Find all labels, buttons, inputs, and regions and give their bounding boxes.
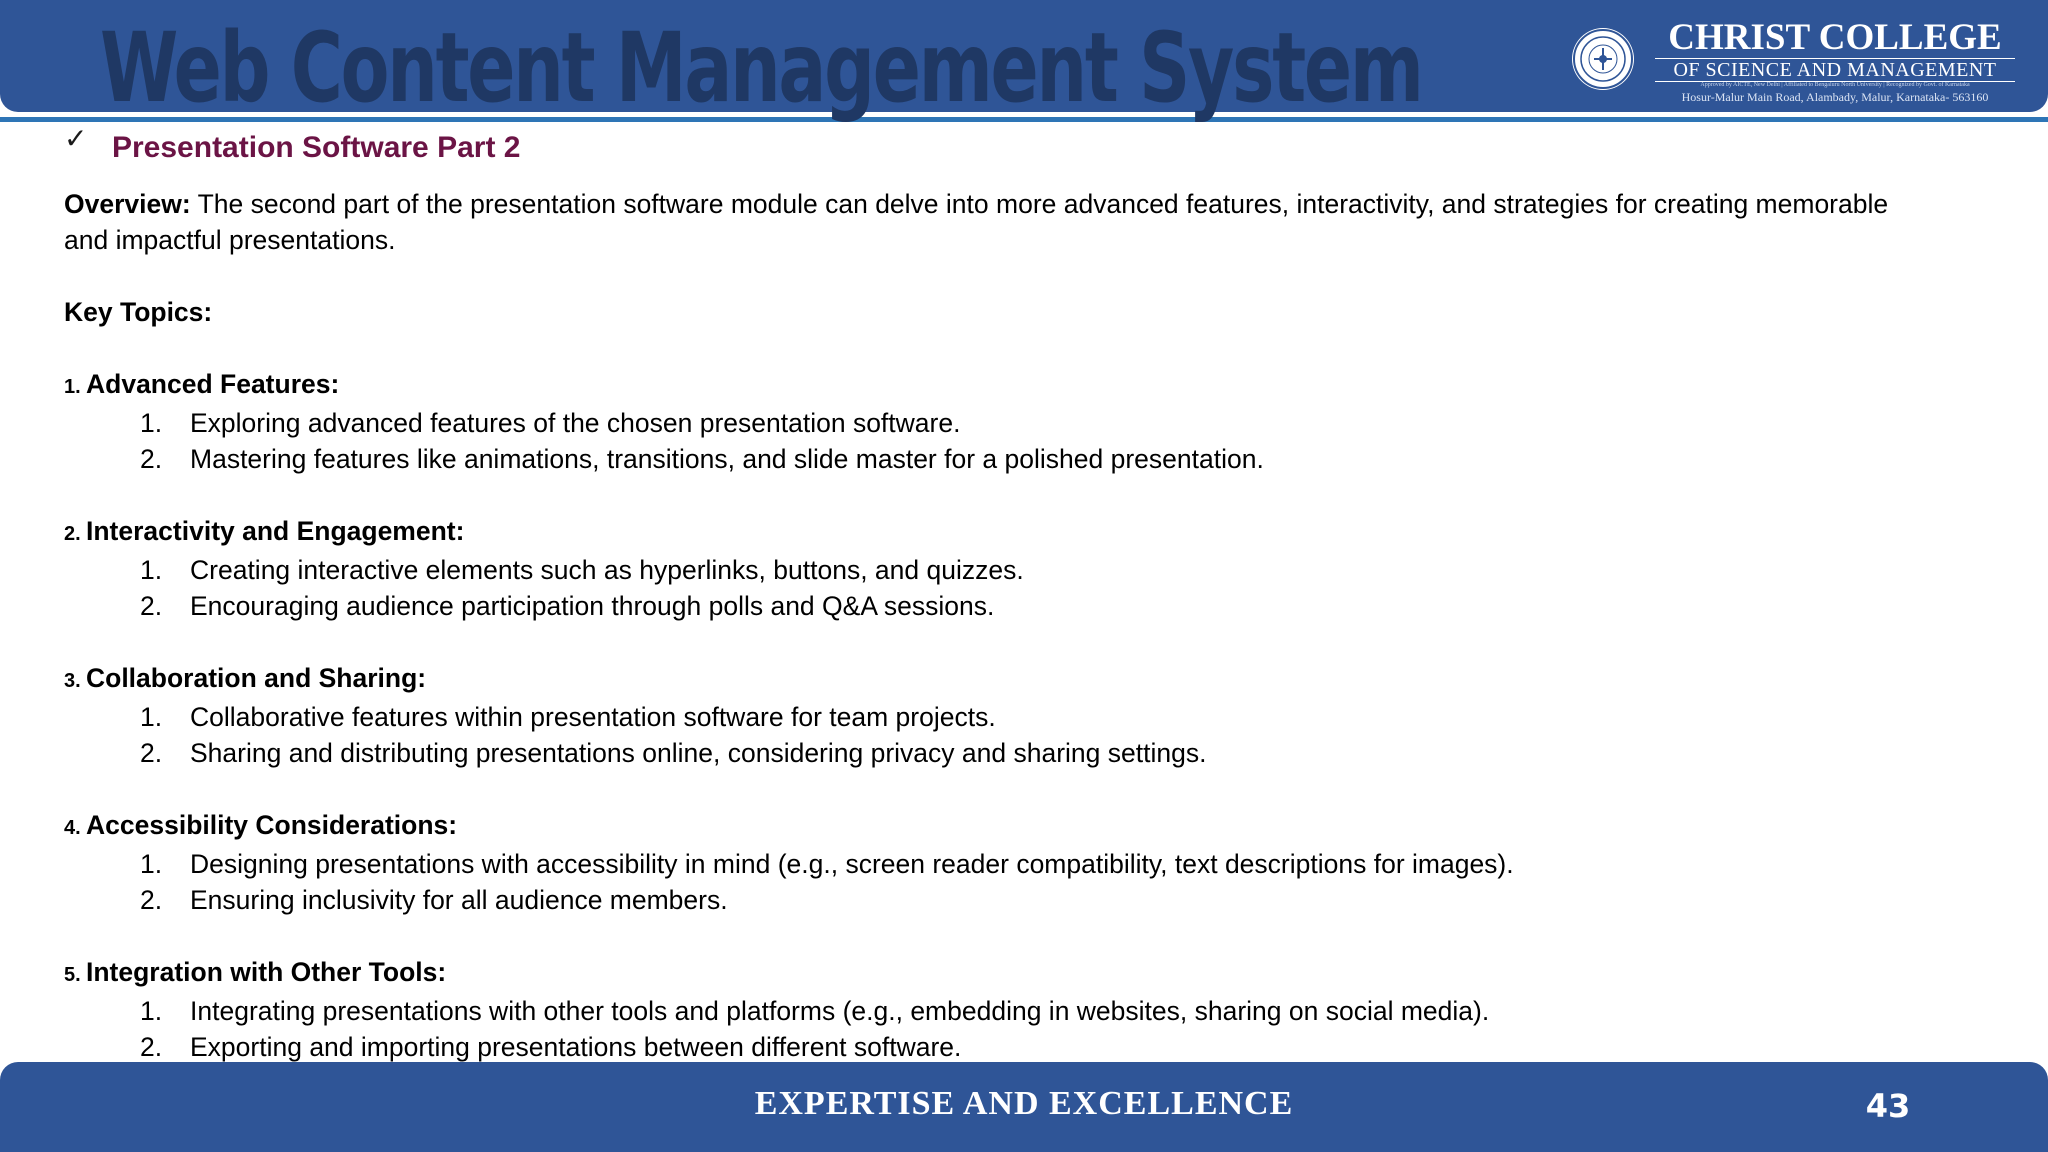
subtopic-number: 1.	[140, 702, 163, 732]
topic-item	[64, 366, 1894, 477]
checkmark-icon: ✓	[64, 122, 88, 155]
topic-number: 4.	[64, 817, 81, 839]
college-name: CHRIST COLLEGE	[1668, 17, 2002, 58]
topic-heading	[64, 807, 1894, 846]
topic-number: 5.	[64, 964, 81, 986]
topic-heading	[64, 366, 1894, 405]
subtopic-item	[64, 441, 1894, 477]
subtopic-number: 1.	[140, 408, 163, 438]
subtopic-text: Mastering features like animations, transitions, and slide master for a polished presentation.	[190, 444, 1264, 474]
section-title: Presentation Software Part 2	[112, 131, 521, 164]
subtopic-item	[64, 405, 1894, 441]
subtopic-number: 2.	[140, 738, 163, 768]
footer-bar	[0, 1062, 2048, 1152]
subtopic-text: Exporting and importing presentations between different software.	[190, 1032, 962, 1062]
subtopic-item	[64, 882, 1894, 918]
subtopic-text: Integrating presentations with other tools and platforms (e.g., embedding in websites, sharing on social media).	[190, 996, 1490, 1026]
college-address: Hosur-Malur Main Road, Alambady, Malur, Karnataka- 563160	[1681, 90, 1989, 104]
subtopic-text: Designing presentations with accessibility in mind (e.g., screen reader compatibility, text descriptions for images).	[190, 849, 1514, 879]
topic-title: Accessibility Considerations:	[86, 810, 458, 840]
topic-item	[64, 660, 1894, 771]
subtopic-text: Sharing and distributing presentations online, considering privacy and sharing settings.	[190, 738, 1207, 768]
college-subtitle: OF SCIENCE AND MANAGEMENT	[1655, 58, 2015, 82]
topic-item	[64, 954, 1894, 1065]
subtopic-item	[64, 588, 1894, 624]
topic-title: Advanced Features:	[86, 369, 340, 399]
key-topics-heading: Key Topics:	[64, 297, 213, 327]
subtopic-item	[64, 552, 1894, 588]
subtopic-item	[64, 699, 1894, 735]
college-approval-line: Approved by AICTE, New Delhi | Affiliated to Bengaluru North University | Recognized by Govt. of Karnataka	[1700, 82, 1970, 88]
subtopic-number: 1.	[140, 849, 163, 879]
topic-heading	[64, 513, 1894, 552]
subtopic-text: Creating interactive elements such as hyperlinks, buttons, and quizzes.	[190, 555, 1024, 585]
topic-heading	[64, 660, 1894, 699]
topic-number: 2.	[64, 523, 81, 545]
overview-label: Overview:	[64, 189, 191, 219]
topic-heading	[64, 954, 1894, 993]
topic-title: Interactivity and Engagement:	[86, 516, 465, 546]
subtopic-text: Encouraging audience participation through polls and Q&A sessions.	[190, 591, 995, 621]
topic-title: Integration with Other Tools:	[86, 957, 447, 987]
topic-number: 1.	[64, 376, 81, 398]
slide-content	[64, 186, 1894, 1065]
overview-paragraph	[64, 186, 1894, 258]
overview-text: The second part of the presentation software module can delve into more advanced features, interactivity, and strategies for creating memorable and impactful presentations.	[64, 189, 1889, 255]
subtopic-item	[64, 735, 1894, 771]
subtopic-item	[64, 846, 1894, 882]
subtopic-number: 2.	[140, 1032, 163, 1062]
subtopic-number: 1.	[140, 996, 163, 1026]
topic-title: Collaboration and Sharing:	[86, 663, 427, 693]
subtopic-number: 2.	[140, 444, 163, 474]
subtopic-number: 2.	[140, 591, 163, 621]
subtopic-item	[64, 1029, 1894, 1065]
topic-item	[64, 807, 1894, 918]
subtopic-item	[64, 993, 1894, 1029]
slide-header-title: Web Content Management System	[100, 12, 1422, 124]
subtopic-number: 2.	[140, 885, 163, 915]
subtopic-text: Exploring advanced features of the chosen presentation software.	[190, 408, 961, 438]
footer-tagline: EXPERTISE AND EXCELLENCE	[754, 1085, 1294, 1122]
topic-number: 3.	[64, 670, 81, 692]
topic-item	[64, 513, 1894, 624]
subtopic-number: 1.	[140, 555, 163, 585]
slide-number: 43	[1865, 1087, 1911, 1125]
subtopic-text: Collaborative features within presentation software for team projects.	[190, 702, 996, 732]
college-seal-icon	[1572, 28, 1634, 90]
subtopic-text: Ensuring inclusivity for all audience members.	[190, 885, 728, 915]
